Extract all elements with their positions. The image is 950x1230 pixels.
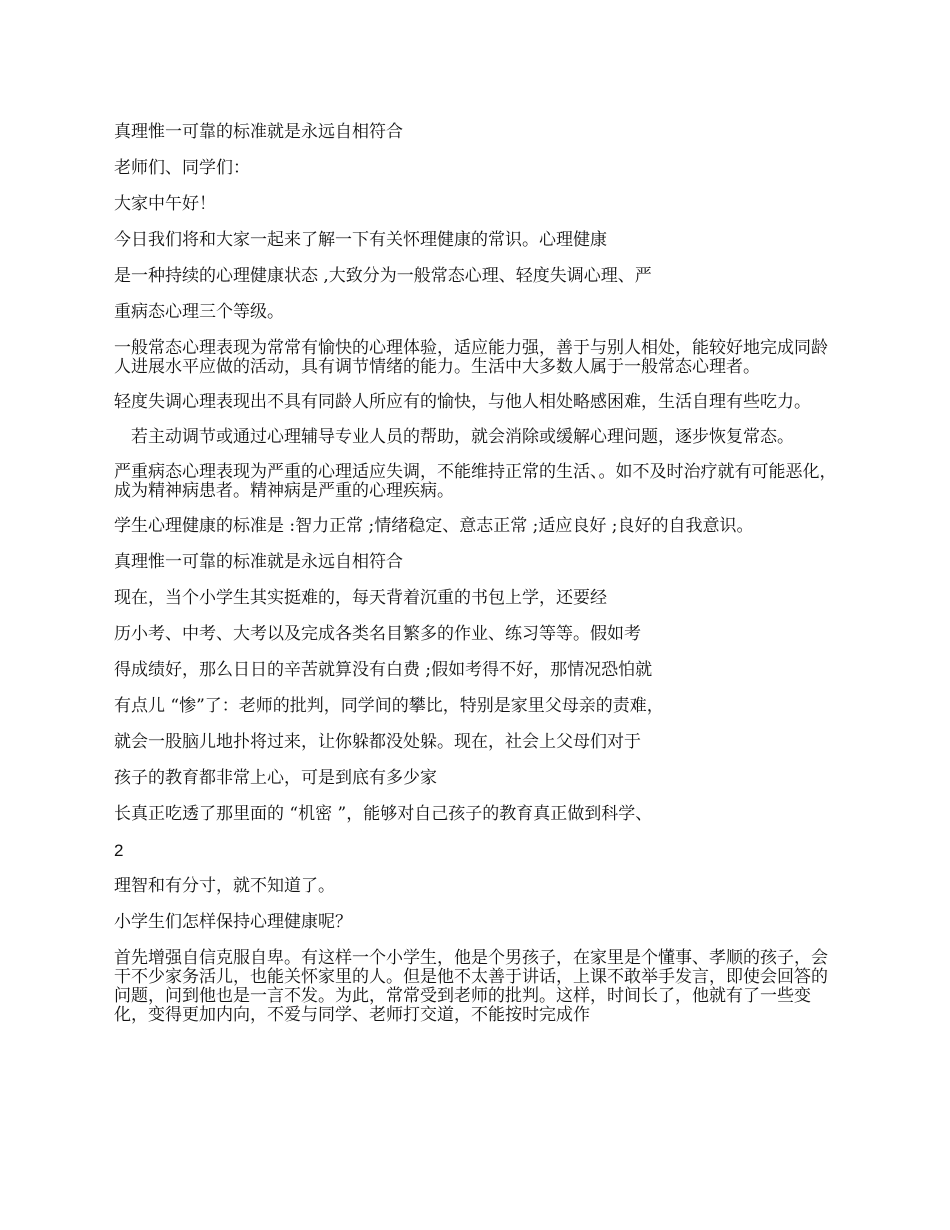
body-paragraph: 首先增强自信克服自卑。有这样一个小学生，他是个男孩子，在家里是个懂事、孝顺的孩子，会干不少家务活儿，也能关怀家里的人。但是他不太善于讲话，上课不敢举手发言，即使会回答的问题，问到他也是一言不发。为此，常常受到老师的批判。这样，时间长了，他就有了一些变化，变得更加内向，不爱与同学、老师打交道，不能按时完成作 <box>114 948 828 1025</box>
salutation-paragraph: 老师们、同学们： <box>114 158 250 178</box>
body-paragraph: 长真正吃透了那里面的 “机密 ”，能够对自己孩子的教育真正做到科学、 <box>114 804 653 824</box>
section-question: 小学生们怎样保持心理健康呢？ <box>114 912 352 932</box>
body-paragraph: 就会一股脑儿地扑将过来，让你躲都没处躲。现在，社会上父母们对于 <box>114 732 641 752</box>
body-paragraph: 若主动调节或通过心理辅导专业人员的帮助，就会消除或缓解心理问题，逐步恢复常态。 <box>131 427 794 447</box>
greeting-paragraph: 大家中午好！ <box>114 194 216 214</box>
body-paragraph: 得成绩好，那么日日的辛苦就算没有白费 ;假如考得不好，那情况恐怕就 <box>114 660 653 680</box>
body-paragraph: 一般常态心理表现为常常有愉快的心理体验，适应能力强，善于与别人相处，能较好地完成同龄人进展水平应做的活动，具有调节情绪的能力。生活中大多数人属于一般常态心理者。 <box>114 338 828 377</box>
body-paragraph: 今日我们将和大家一起来了解一下有关怀理健康的常识。心理健康 <box>114 230 607 250</box>
page-number: 2 <box>114 841 124 860</box>
heading-paragraph: 真理惟一可靠的标准就是永远自相符合 <box>114 122 403 142</box>
document-body <box>114 123 842 1042</box>
body-paragraph: 理智和有分寸，就不知道了。 <box>114 876 335 896</box>
body-paragraph: 孩子的教育都非常上心，可是到底有多少家 <box>114 768 437 788</box>
body-paragraph: 有点儿 “惨”了：老师的批判，同学间的攀比，特别是家里父母亲的责难， <box>114 696 664 716</box>
body-paragraph: 历小考、中考、大考以及完成各类名目繁多的作业、练习等等。假如考 <box>114 624 641 644</box>
body-paragraph: 重病态心理三个等级。 <box>114 302 284 322</box>
body-paragraph: 现在，当个小学生其实挺难的，每天背着沉重的书包上学，还要经 <box>114 588 607 608</box>
body-paragraph: 是一种持续的心理健康状态 ,大致分为一般常态心理、轻度失调心理、严 <box>114 266 652 286</box>
body-paragraph: 严重病态心理表现为严重的心理适应失调，不能维持正常的生活、。如不及时治疗就有可能恶化，成为精神病患者。精神病是严重的心理疾病。 <box>114 462 837 501</box>
repeated-heading-paragraph: 真理惟一可靠的标准就是永远自相符合 <box>114 552 403 572</box>
body-paragraph: 轻度失调心理表现出不具有同龄人所应有的愉快，与他人相处略感困难，生活自理有些吃力。 <box>114 392 811 412</box>
body-paragraph: 学生心理健康的标准是 :智力正常 ;情绪稳定、意志正常 ;适应良好 ;良好的自我意识。 <box>114 516 754 536</box>
